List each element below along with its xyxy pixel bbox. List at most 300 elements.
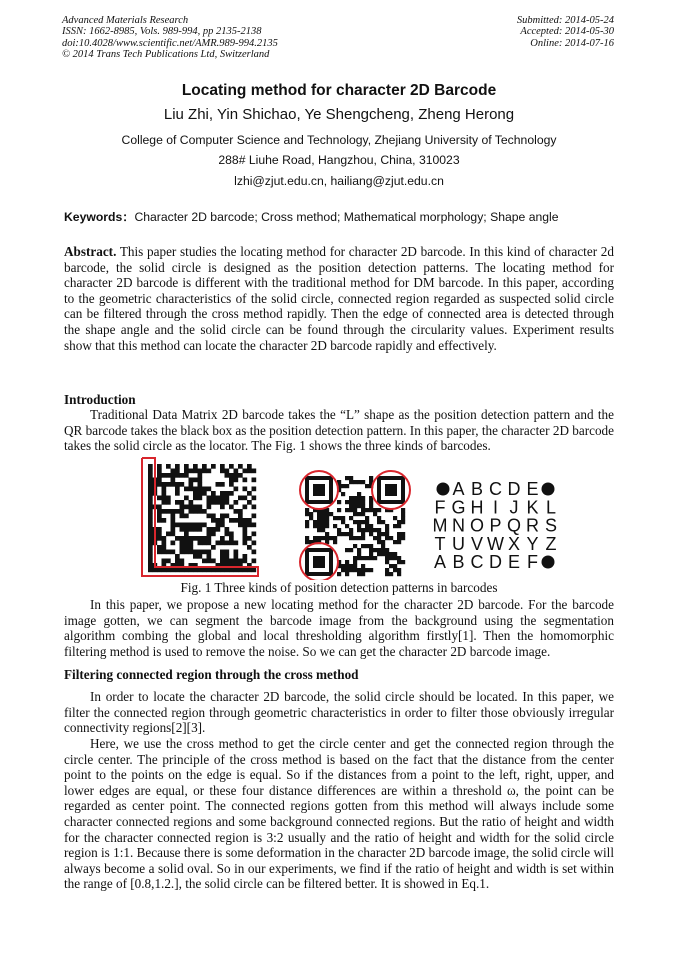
qr-finder-core xyxy=(313,556,325,568)
dm-module xyxy=(202,559,207,564)
qr-module xyxy=(313,520,317,524)
qr-module xyxy=(361,508,365,512)
qr-module xyxy=(377,548,381,552)
dm-module xyxy=(243,505,248,510)
qr-module xyxy=(353,536,357,540)
qr-module xyxy=(345,560,349,564)
qr-module xyxy=(357,568,361,572)
dm-module xyxy=(229,532,234,537)
dm-module xyxy=(166,496,171,501)
journal-name: Advanced Materials Research xyxy=(62,15,189,26)
qr-module xyxy=(345,548,349,552)
qr-finder-core xyxy=(385,484,397,496)
qr-module xyxy=(349,568,353,572)
dm-module xyxy=(216,541,221,546)
qr-module xyxy=(345,484,349,488)
dm-module xyxy=(198,482,203,487)
dm-module xyxy=(252,541,257,546)
dm-module xyxy=(171,482,176,487)
introduction-heading: Introduction xyxy=(64,392,136,407)
dm-module xyxy=(189,541,194,546)
character-glyph: T xyxy=(434,533,446,554)
dm-module xyxy=(207,550,212,555)
dm-module xyxy=(189,527,194,532)
qr-module xyxy=(321,524,325,528)
qr-module xyxy=(325,516,329,520)
dm-module xyxy=(198,478,203,483)
dm-module xyxy=(247,523,252,528)
dm-module xyxy=(162,491,167,496)
dm-module xyxy=(148,523,153,528)
dm-module xyxy=(220,491,225,496)
qr-module xyxy=(345,568,349,572)
qr-module xyxy=(345,532,349,536)
dm-module xyxy=(247,469,252,474)
dm-module xyxy=(220,514,225,519)
dm-module xyxy=(175,568,180,573)
dm-module xyxy=(202,509,207,514)
qr-module xyxy=(381,548,385,552)
dm-module xyxy=(189,509,194,514)
qr-module xyxy=(353,512,357,516)
dm-module xyxy=(193,464,198,469)
dm-module xyxy=(207,487,212,492)
issn-line: ISSN: 1662-8985, Vols. 989-994, pp 2135-2138 xyxy=(62,26,262,38)
dm-module xyxy=(189,482,194,487)
dm-module xyxy=(247,491,252,496)
qr-module xyxy=(333,536,337,540)
character-glyph: L xyxy=(545,497,557,518)
dm-module xyxy=(216,527,221,532)
dm-module xyxy=(211,545,216,550)
qr-module xyxy=(373,536,377,540)
dm-module xyxy=(220,536,225,541)
qr-module xyxy=(389,572,393,576)
dm-module xyxy=(184,568,189,573)
qr-module xyxy=(377,528,381,532)
qr-module xyxy=(337,528,341,532)
qr-module xyxy=(401,508,405,512)
dm-module xyxy=(202,487,207,492)
data-matrix-barcode xyxy=(142,458,258,576)
dm-module xyxy=(220,469,225,474)
dm-module xyxy=(162,509,167,514)
dm-module xyxy=(216,518,221,523)
dm-module xyxy=(171,509,176,514)
character-glyph: I xyxy=(492,497,499,518)
dm-module xyxy=(166,482,171,487)
qr-module xyxy=(325,536,329,540)
dm-module xyxy=(202,523,207,528)
dm-module xyxy=(243,559,248,564)
qr-module xyxy=(345,524,349,528)
qr-module xyxy=(333,540,337,544)
dm-module xyxy=(157,464,162,469)
dm-module xyxy=(229,568,234,573)
dm-module xyxy=(243,496,248,501)
dm-module xyxy=(162,518,167,523)
dm-module xyxy=(225,550,230,555)
qr-module xyxy=(397,524,401,528)
qr-module xyxy=(393,516,397,520)
qr-module xyxy=(361,556,365,560)
qr-module xyxy=(349,516,353,520)
introduction-paragraph-2: In this paper, we propose a new locating method for the character 2D barcode. For the barcode image gotten, we can segment the barcode image from the background using the segmentation algorithm combing the global and local thresholding algorithm firstly[1]. Then the homomorphic filtering method is used to remove the noise. So we can get the character 2D barcode image. xyxy=(64,597,614,659)
qr-module xyxy=(361,544,365,548)
qr-module xyxy=(369,548,373,552)
qr-module xyxy=(385,548,389,552)
dm-module xyxy=(198,541,203,546)
dm-module xyxy=(166,500,171,505)
qr-module xyxy=(357,528,361,532)
dm-module xyxy=(175,469,180,474)
qr-module xyxy=(317,524,321,528)
dm-module xyxy=(252,550,257,555)
dm-module xyxy=(175,536,180,541)
qr-module xyxy=(369,524,373,528)
dm-module xyxy=(220,554,225,559)
qr-module xyxy=(349,476,353,480)
dm-module xyxy=(207,568,212,573)
dm-module xyxy=(189,469,194,474)
introduction-paragraph-1: Traditional Data Matrix 2D barcode takes the “L” shape as the position detection pattern and the QR barcode takes the black box as the position detection pattern. In this paper, the character 2D barcode takes the solid circle as the locator. The Fig. 1 shows the three kinds of barcodes. xyxy=(64,407,614,454)
character-glyph: Y xyxy=(526,533,539,554)
qr-module xyxy=(357,552,361,556)
qr-module xyxy=(357,520,361,524)
dm-module xyxy=(211,491,216,496)
dm-module xyxy=(180,527,185,532)
dm-module xyxy=(148,514,153,519)
dm-module xyxy=(184,532,189,537)
qr-module xyxy=(321,536,325,540)
dm-module xyxy=(229,505,234,510)
qr-module xyxy=(385,528,389,532)
qr-module xyxy=(341,532,345,536)
character-glyph: F xyxy=(434,497,446,518)
qr-module xyxy=(313,536,317,540)
qr-module xyxy=(357,512,361,516)
dm-module xyxy=(202,568,207,573)
character-glyph: H xyxy=(470,497,484,518)
qr-module xyxy=(309,516,313,520)
dm-module xyxy=(180,473,185,478)
qr-module xyxy=(317,528,321,532)
qr-module xyxy=(313,524,317,528)
dm-module xyxy=(184,536,189,541)
dm-module xyxy=(162,536,167,541)
qr-module xyxy=(345,500,349,504)
dm-module xyxy=(180,559,185,564)
character-glyph: W xyxy=(487,533,504,554)
dm-module xyxy=(193,509,198,514)
journal-header-right xyxy=(517,15,614,49)
doi-line: doi:10.4028/www.scientific.net/AMR.989-994.2135 xyxy=(62,37,278,49)
dm-module xyxy=(211,496,216,501)
dm-module xyxy=(193,568,198,573)
qr-module xyxy=(385,552,389,556)
dm-module xyxy=(193,523,198,528)
qr-module xyxy=(345,476,349,480)
qr-module xyxy=(365,568,369,572)
dm-module xyxy=(180,545,185,550)
dm-module xyxy=(252,469,257,474)
dm-module xyxy=(148,500,153,505)
dm-module xyxy=(148,568,153,573)
dm-module xyxy=(207,532,212,537)
qr-module xyxy=(389,536,393,540)
dm-module xyxy=(247,568,252,573)
dm-module xyxy=(184,473,189,478)
dm-module xyxy=(189,500,194,505)
qr-module xyxy=(309,512,313,516)
dm-module xyxy=(220,500,225,505)
dm-module xyxy=(171,523,176,528)
keywords-text: Character 2D barcode; Cross method; Mathematical morphology; Shape angle xyxy=(134,210,559,224)
dm-module xyxy=(243,536,248,541)
character-glyph: S xyxy=(544,515,558,536)
dm-module xyxy=(252,568,257,573)
dm-module xyxy=(207,514,212,519)
qr-module xyxy=(373,508,377,512)
qr-module xyxy=(381,532,385,536)
dm-module xyxy=(225,496,230,501)
character-glyph: Z xyxy=(545,533,557,554)
character-glyph: E xyxy=(526,479,539,499)
qr-module xyxy=(389,552,393,556)
qr-module xyxy=(381,540,385,544)
qr-module xyxy=(321,520,325,524)
qr-module xyxy=(349,548,353,552)
dm-module xyxy=(157,505,162,510)
qr-module xyxy=(385,536,389,540)
dm-module xyxy=(166,568,171,573)
dm-module xyxy=(166,532,171,537)
character-glyph: D xyxy=(489,552,502,573)
qr-module xyxy=(321,528,325,532)
qr-module xyxy=(393,564,397,568)
dm-module xyxy=(148,563,153,568)
qr-module xyxy=(397,568,401,572)
dm-module xyxy=(175,554,180,559)
dm-module xyxy=(252,532,257,537)
qr-module xyxy=(361,536,365,540)
character-glyph: F xyxy=(527,552,538,573)
dm-module xyxy=(157,568,162,573)
dm-module xyxy=(229,518,234,523)
dm-module xyxy=(220,496,225,501)
dm-module xyxy=(162,500,167,505)
qr-module xyxy=(353,544,357,548)
qr-module xyxy=(349,532,353,536)
qr-module xyxy=(401,520,405,524)
qr-module xyxy=(305,540,309,544)
dm-module xyxy=(198,491,203,496)
dm-module xyxy=(193,496,198,501)
keywords-label: Keywords： xyxy=(64,210,135,224)
qr-module xyxy=(365,516,369,520)
qr-module xyxy=(357,548,361,552)
dm-module xyxy=(207,536,212,541)
dm-module xyxy=(234,469,239,474)
dm-module xyxy=(193,491,198,496)
qr-module xyxy=(345,564,349,568)
qr-module xyxy=(397,532,401,536)
dm-module xyxy=(247,518,252,523)
dm-module xyxy=(216,482,221,487)
dm-module xyxy=(247,464,252,469)
qr-module xyxy=(361,512,365,516)
dm-module xyxy=(216,500,221,505)
dm-module xyxy=(171,532,176,537)
dm-module xyxy=(220,559,225,564)
dm-module xyxy=(225,473,230,478)
dm-module xyxy=(184,464,189,469)
dm-module xyxy=(225,527,230,532)
dm-module xyxy=(211,559,216,564)
dm-module xyxy=(189,478,194,483)
dm-module xyxy=(247,545,252,550)
qr-module xyxy=(361,480,365,484)
dm-module xyxy=(148,554,153,559)
dm-module xyxy=(184,527,189,532)
dm-module xyxy=(202,469,207,474)
qr-module xyxy=(305,536,309,540)
dm-module xyxy=(162,496,167,501)
qr-module xyxy=(393,524,397,528)
dm-module xyxy=(202,536,207,541)
qr-module xyxy=(361,572,365,576)
dm-module xyxy=(252,514,257,519)
dm-module xyxy=(216,523,221,528)
qr-module xyxy=(357,480,361,484)
qr-module xyxy=(329,536,333,540)
qr-module xyxy=(361,496,365,500)
dm-module xyxy=(148,469,153,474)
dm-module xyxy=(211,568,216,573)
paper-title: Locating method for character 2D Barcode xyxy=(181,82,497,99)
qr-module xyxy=(305,524,309,528)
dm-module xyxy=(157,469,162,474)
dm-module xyxy=(234,568,239,573)
dm-module xyxy=(157,536,162,541)
qr-module xyxy=(393,568,397,572)
dm-module xyxy=(211,532,216,537)
dm-module xyxy=(198,487,203,492)
dm-module xyxy=(184,514,189,519)
qr-module xyxy=(377,516,381,520)
character-glyph: N xyxy=(452,515,465,536)
dm-module xyxy=(229,559,234,564)
qr-module xyxy=(353,520,357,524)
dm-module xyxy=(225,568,230,573)
qr-module xyxy=(345,508,349,512)
dm-module xyxy=(238,496,243,501)
character-glyph: Q xyxy=(506,515,522,536)
dm-module xyxy=(184,545,189,550)
qr-module xyxy=(369,532,373,536)
qr-module xyxy=(369,556,373,560)
character-glyph: M xyxy=(432,515,448,536)
dm-module xyxy=(198,536,203,541)
qr-module xyxy=(333,516,337,520)
dm-module xyxy=(229,491,234,496)
qr-module xyxy=(365,520,369,524)
dm-module xyxy=(220,464,225,469)
dm-module xyxy=(175,473,180,478)
dm-module xyxy=(252,496,257,501)
author-emails: lzhi@zjut.edu.cn, hailiang@zjut.edu.cn xyxy=(234,174,444,188)
qr-module xyxy=(333,524,337,528)
qr-module xyxy=(353,504,357,508)
dm-module xyxy=(189,568,194,573)
dm-module xyxy=(229,473,234,478)
abstract-label: Abstract. xyxy=(64,244,117,259)
character-glyph: V xyxy=(470,533,484,554)
dm-module xyxy=(184,469,189,474)
qr-module xyxy=(337,516,341,520)
qr-module xyxy=(397,556,401,560)
dm-module xyxy=(238,559,243,564)
dm-module xyxy=(252,505,257,510)
dm-module xyxy=(162,559,167,564)
qr-module xyxy=(329,512,333,516)
dm-module xyxy=(243,487,248,492)
dm-module xyxy=(157,478,162,483)
dm-module xyxy=(234,473,239,478)
qr-module xyxy=(401,516,405,520)
affiliation-institution: College of Computer Science and Technology, Zhejiang University of Technology xyxy=(121,133,557,147)
dm-module xyxy=(175,491,180,496)
dm-module xyxy=(180,550,185,555)
dm-module xyxy=(238,509,243,514)
character-glyph: G xyxy=(451,497,466,518)
dm-module xyxy=(225,559,230,564)
character-glyph: O xyxy=(469,515,485,536)
qr-module xyxy=(373,528,377,532)
dm-module xyxy=(157,545,162,550)
qr-module xyxy=(401,560,405,564)
section-filtering-paragraph-2: Here, we use the cross method to get the circle center and get the connected region through the circle center. The principle of the cross method is based on the fact that the distance from the center point to the points on the edge is equal. So if the distances from a point to the left, right, upper, and lower edges are equal, or these four distance differences are within a threshold ω, the point can be regarded as center point. The connected regions gotten from this method will always include some character connected regions and some background connected regions. But the ratio of height and width for the character connected region is 3:2 usually and the ratio of height and width for the solid circle region is 1:1. Because there is some deformation in the character 2D barcode image, the solid circle will always become a solid oval. So in our experiments, we find if the ratio of height and width is set within the range of [0.8,1.2.], the solid circle can be filtered better. It is showed in Eq.1. xyxy=(64,736,614,892)
dm-module xyxy=(148,487,153,492)
dm-module xyxy=(220,505,225,510)
affiliation-address: 288# Liuhe Road, Hangzhou, China, 310023 xyxy=(218,153,460,167)
qr-module xyxy=(317,512,321,516)
qr-module xyxy=(365,524,369,528)
dm-module xyxy=(148,509,153,514)
dm-module xyxy=(207,559,212,564)
dm-module xyxy=(211,527,216,532)
section-filtering-heading: Filtering connected region through the cross method xyxy=(64,667,359,682)
dm-module xyxy=(148,518,153,523)
qr-module xyxy=(357,556,361,560)
dm-module xyxy=(193,554,198,559)
dm-module xyxy=(198,496,203,501)
dm-module xyxy=(148,545,153,550)
qr-module xyxy=(381,544,385,548)
character-glyph: J xyxy=(509,497,519,518)
character-glyph: C xyxy=(470,552,484,573)
dm-module xyxy=(229,482,234,487)
dm-module xyxy=(202,541,207,546)
dm-module xyxy=(153,568,158,573)
qr-module xyxy=(361,504,365,508)
qr-module xyxy=(357,504,361,508)
qr-module xyxy=(349,496,353,500)
dm-module xyxy=(180,505,185,510)
dm-module xyxy=(162,545,167,550)
dm-module xyxy=(175,482,180,487)
qr-module xyxy=(317,536,321,540)
